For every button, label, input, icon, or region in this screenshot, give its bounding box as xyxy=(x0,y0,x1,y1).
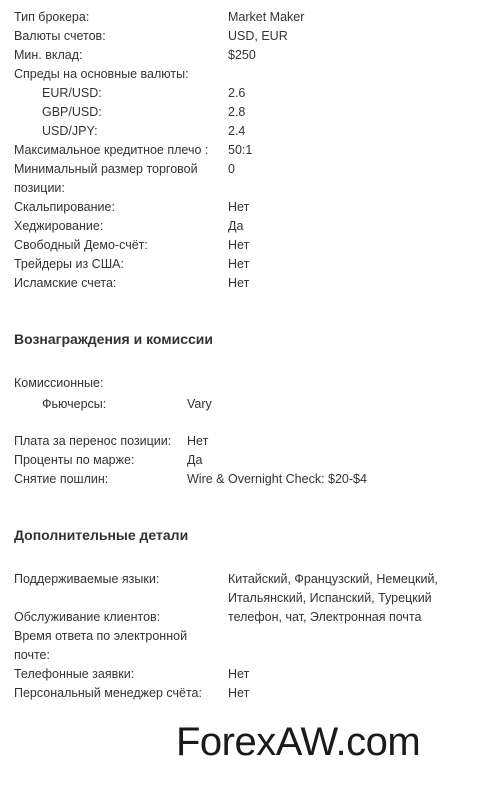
label: GBP/USD: xyxy=(42,105,102,119)
label: Персональный менеджер счёта: xyxy=(14,686,202,700)
value: 2.6 xyxy=(228,86,246,100)
value: 2.4 xyxy=(228,124,246,138)
value: $250 xyxy=(228,48,256,62)
value: 50:1 xyxy=(228,143,253,157)
label: Поддерживаемые языки: xyxy=(14,572,160,586)
label: Скальпирование: xyxy=(14,200,115,214)
value: Китайский, Французский, Немецкий, xyxy=(228,572,438,586)
value: Нет xyxy=(228,686,250,700)
value: Нет xyxy=(228,257,250,271)
value: 0 xyxy=(228,162,235,176)
label: Максимальное кредитное плечо : xyxy=(14,143,209,157)
label: Фьючерсы: xyxy=(42,397,107,411)
label: Свободный Демо-счёт: xyxy=(14,238,148,252)
label: Телефонные заявки: xyxy=(14,667,135,681)
label: Проценты по марже: xyxy=(14,453,135,467)
value: 2.8 xyxy=(228,105,246,119)
value: USD, EUR xyxy=(228,29,288,43)
value: Vary xyxy=(187,397,212,411)
label: почте: xyxy=(14,648,50,662)
label: EUR/USD: xyxy=(42,86,102,100)
value: Да xyxy=(187,453,203,467)
label: Минимальный размер торговой xyxy=(14,162,198,176)
label: Хеджирование: xyxy=(14,219,104,233)
value: телефон, чат, Электронная почта xyxy=(228,610,422,624)
section-heading-commissions: Вознаграждения и комиссии xyxy=(14,331,214,347)
label: Мин. вклад: xyxy=(14,48,83,62)
value: Wire & Overnight Check: $20-$4 xyxy=(187,472,367,486)
value: Нет xyxy=(228,276,250,290)
watermark-logo: ForexAW.com xyxy=(176,720,421,764)
label: Снятие пошлин: xyxy=(14,472,109,486)
value: Нет xyxy=(228,238,250,252)
label: Комиссионные: xyxy=(14,376,104,390)
value: Нет xyxy=(228,667,250,681)
label: Время ответа по электронной xyxy=(14,629,188,643)
label: Валюты счетов: xyxy=(14,29,106,43)
label: Спреды на основные валюты: xyxy=(14,67,189,81)
value: Да xyxy=(228,219,244,233)
value: Нет xyxy=(187,434,209,448)
label: Обслуживание клиентов: xyxy=(14,610,161,624)
value: Market Maker xyxy=(228,10,305,24)
value: Итальянский, Испанский, Турецкий xyxy=(228,591,432,605)
label: позиции: xyxy=(14,181,65,195)
label: Тип брокера: xyxy=(14,10,90,24)
value: Нет xyxy=(228,200,250,214)
label: Трейдеры из США: xyxy=(14,257,124,271)
label: USD/JPY: xyxy=(42,124,98,138)
section-heading-details: Дополнительные детали xyxy=(14,527,189,543)
label: Плата за перенос позиции: xyxy=(14,434,172,448)
label: Исламские счета: xyxy=(14,276,117,290)
